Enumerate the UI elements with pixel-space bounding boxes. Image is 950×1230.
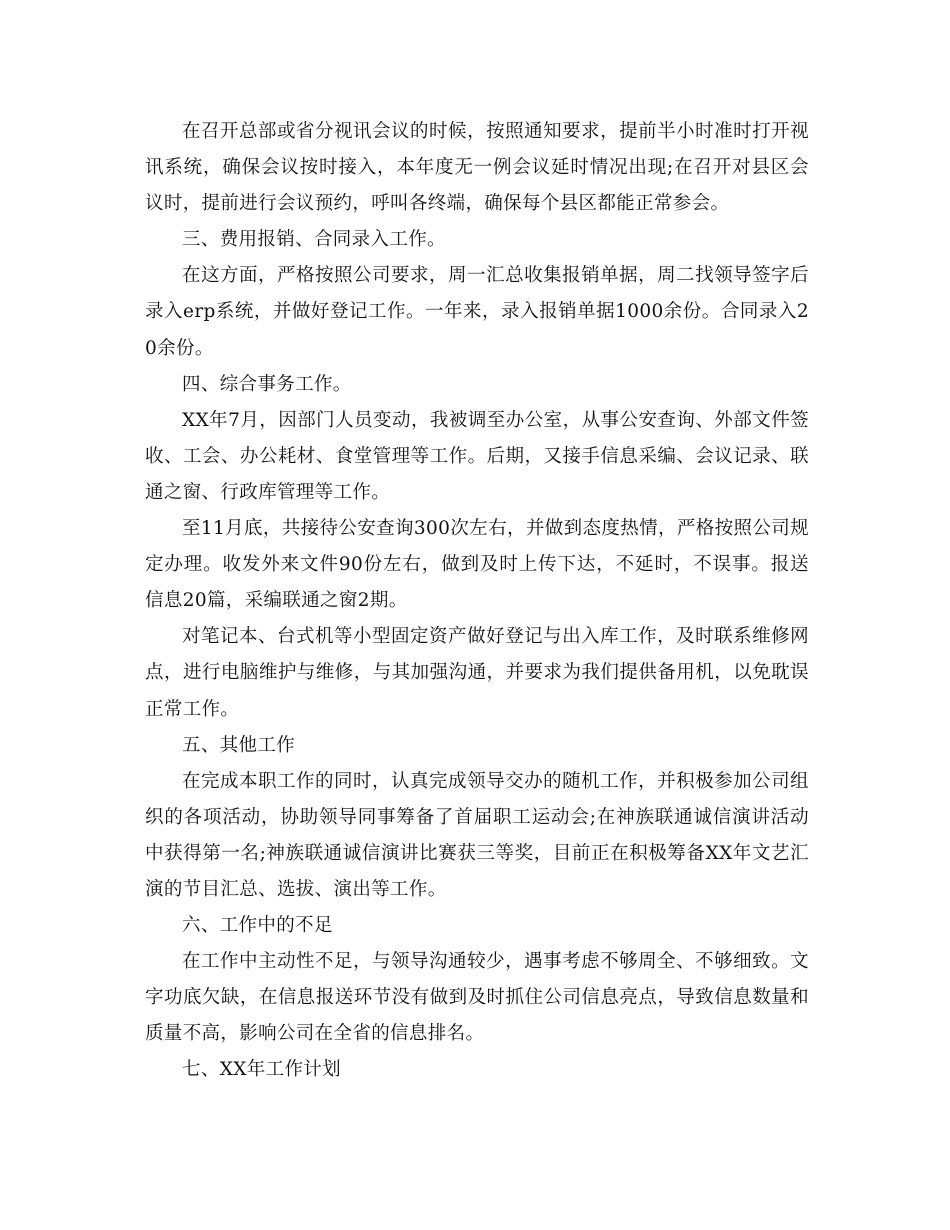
paragraph-general-affairs-duties: XX年7月，因部门人员变动，我被调至办公室，从事公安查询、外部文件签收、工会、办公耗材、食堂管理等工作。后期，又接手信息采编、会议记录、联通之窗、行政库管理等工作。	[145, 409, 809, 503]
paragraph-fixed-assets: 对笔记本、台式机等小型固定资产做好登记与出入库工作，及时联系维修网点，进行电脑维护与维修，与其加强沟通，并要求为我们提供备用机，以免耽误正常工作。	[145, 626, 809, 720]
section-heading-general-affairs: 四、综合事务工作。	[182, 373, 352, 395]
section-heading-work-plan: 七、XX年工作计划	[182, 1059, 341, 1081]
paragraph-expense-contract: 在这方面，严格按照公司要求，周一汇总收集报销单据，周二找领导签字后录入erp系统，并做好登记工作。一年来，录入报销单据1000余份。合同录入20余份。	[145, 265, 809, 359]
paragraph-general-affairs-results: 至11月底，共接待公安查询300次左右，并做到态度热情，严格按照公司规定办理。收发外来文件90份左右，做到及时上传下达，不延时，不误事。报送信息20篇，采编联通之窗2期。	[145, 518, 809, 612]
paragraph-video-conference: 在召开总部或省分视讯会议的时候，按照通知要求，提前半小时准时打开视讯系统，确保会议按时接入，本年度无一例会议延时情况出现;在召开对县区会议时，提前进行会议预约，呼叫各终端，确保每个县区都能正常参会。	[145, 121, 809, 215]
section-heading-shortcomings: 六、工作中的不足	[182, 915, 333, 937]
document-body	[145, 114, 809, 1089]
paragraph-shortcomings: 在工作中主动性不足，与领导沟通较少，遇事考虑不够周全、不够细致。文字功底欠缺，在信息报送环节没有做到及时抓住公司信息亮点，导致信息数量和质量不高，影响公司在全省的信息排名。	[145, 951, 809, 1045]
section-heading-other-work: 五、其他工作	[182, 734, 296, 756]
section-heading-expense-contract: 三、费用报销、合同录入工作。	[182, 229, 446, 251]
paragraph-other-work: 在完成本职工作的同时，认真完成领导交办的随机工作，并积极参加公司组织的各项活动，协助领导同事筹备了首届职工运动会;在神族联通诚信演讲活动中获得第一名;神族联通诚信演讲比赛获三等奖，目前正在积极筹备XX年文艺汇演的节目汇总、选拔、演出等工作。	[145, 770, 809, 900]
